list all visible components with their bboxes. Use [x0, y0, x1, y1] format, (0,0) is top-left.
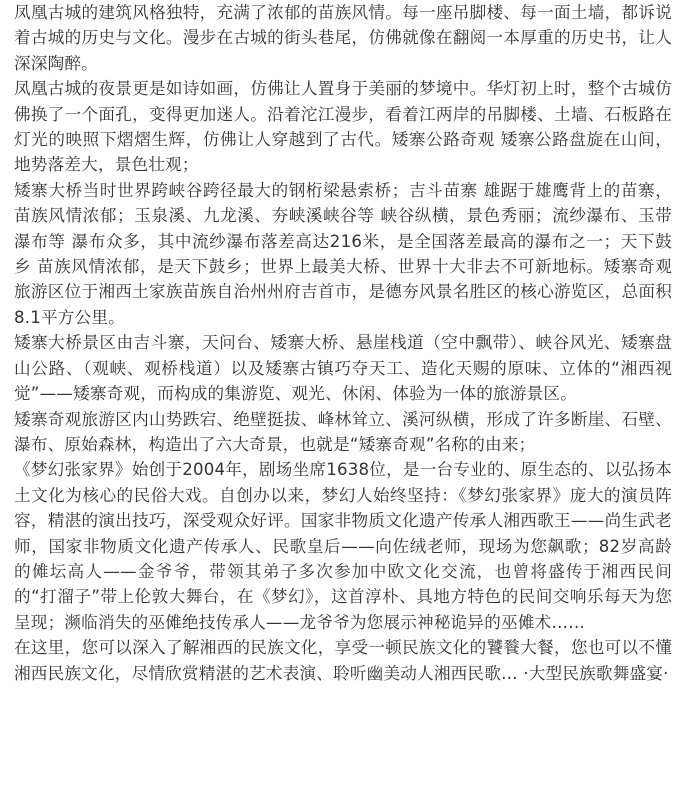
- paragraph-fenghuang-architecture: 凤凰古城的建筑风格独特，充满了浓郁的苗族风情。每一座吊脚楼、每一面土墙，都诉说着古城的历史与文化。漫步在古城的街头巷尾，仿佛就像在翻阅一本厚重的历史书，让人深深陶醉。: [14, 3, 672, 73]
- document-body: [14, 0, 672, 686]
- paragraph-aizhai-scenic-area: 矮寨大桥景区由吉斗寨，天问台、矮寨大桥、悬崖栈道（空中飘带）、峡谷风光、矮寨盘山公路、（观峡、观桥栈道）以及矮寨古镇巧夺天工、造化天赐的原味、立体的“湘西视觉”——矮寨奇观，而构成的集游览、观光、休闲、体验为一体的旅游景区。: [14, 333, 672, 404]
- paragraph-aizhai-bridge: 矮寨大桥当时世界跨峡谷跨径最大的钢桁梁悬索桥；吉斗苗寨 雄踞于雄鹰背上的苗寨，苗族风情浓郁；玉泉溪、九龙溪、夯峡溪峡谷等 峡谷纵横，景色秀丽；流纱瀑布、玉带瀑布等 瀑布众多，其中流纱瀑布落差高达216米，是全国落差最高的瀑布之一；天下鼓乡 苗族风情浓郁，是天下鼓乡；世界上最美大桥、世界十大非去不可新地标。矮寨奇观旅游区位于湘西土家族苗族自治州州府吉首市，是德夯风景名胜区的核心游览区，总面积8.1平方公里。: [14, 180, 672, 327]
- paragraph-fenghuang-night: 凤凰古城的夜景更是如诗如画，仿佛让人置身于美丽的梦境中。华灯初上时，整个古城仿佛换了一个面孔，变得更加迷人。沿着沱江漫步，看着江两岸的吊脚楼、土墙、石板路在灯光的映照下熠熠生辉，仿佛让人穿越到了古代。矮寨公路奇观 矮寨公路盘旋在山间，地势落差大，景色壮观；: [14, 79, 672, 175]
- paragraph-dream-zhangjiajie: 《梦幻张家界》始创于2004年，剧场坐席1638位，是一台专业的、原生态的、以弘扬本土文化为核心的民俗大戏。自创办以来，梦幻人始终坚持：《梦幻张家界》庞大的演员阵容，精湛的演出技巧，深受观众好评。国家非物质文化遗产传承人湘西歌王——尚生武老师，国家非物质文化遗产传承人、民歌皇后——向佐绒老师，现场为您飙歌；82岁高龄的傩坛高人——金爷爷，带领其弟子多次参加中欧文化交流，也曾将盛传于湘西民间的“打溜子”带上伦敦大舞台，在《梦幻》，这首淳朴、具地方特色的民间交响乐每天为您呈现；濒临消失的巫傩绝技传承人——龙爷爷为您展示神秘诡异的巫傩术……: [14, 460, 672, 632]
- paragraph-closing: 在这里，您可以深入了解湘西的民族文化，享受一顿民族文化的饕餮大餐，您也可以不懂湘西民族文化，尽情欣赏精湛的艺术表演、聆听幽美动人湘西民歌… ·大型民族歌舞盛宴·: [14, 638, 672, 683]
- paragraph-aizhai-wonders: 矮寨奇观旅游区内山势跌宕、绝壁挺拔、峰林耸立、溪河纵横，形成了许多断崖、石壁、瀑布、原始森林，构造出了六大奇景，也就是“矮寨奇观”名称的由来；: [14, 409, 672, 454]
